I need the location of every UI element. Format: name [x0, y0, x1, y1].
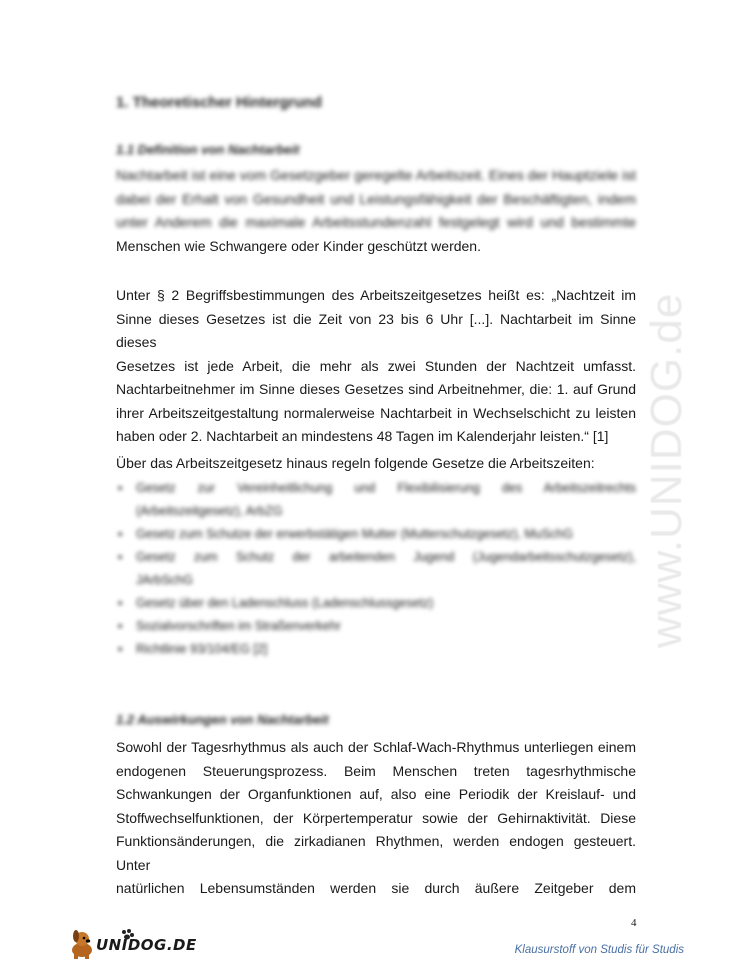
logo-wordmark: UNIDOG.DE	[96, 936, 197, 954]
text-line: ihrer Arbeitszeitgestaltung normalerweise Nachtarbeit in Wechselschicht zu leisten	[116, 404, 636, 421]
text-line: Nachtarbeitnehmer im Sinne dieses Gesetzes sind Arbeitnehmer, die: 1. auf Grund	[116, 381, 636, 397]
text-line: Gesetzes ist jede Arbeit, die mehr als zwei Stunden der Nachtzeit umfasst.	[116, 357, 636, 374]
subsection-heading-2: 1.2 Auswirkungen von Nachtarbeit	[116, 712, 329, 727]
text-line: natürlichen Lebensumständen werden sie durch äußere Zeitgeber dem	[116, 880, 636, 896]
watermark: www.UNIDOG.de	[642, 292, 691, 648]
list-item	[116, 477, 636, 523]
subsection-heading-1: 1.1 Definition von Nachtarbeit	[116, 142, 300, 157]
bullet-icon: ▪	[118, 527, 123, 541]
list-item	[116, 592, 636, 615]
bullet-icon: ▪	[118, 619, 123, 633]
text-line: dabei der Erhalt von Gesundheit und Leistungsfähigkeit der Beschäftigten, indem	[116, 190, 636, 207]
list-item	[116, 615, 636, 638]
paragraph-effects	[116, 736, 636, 901]
text-line: unter Anderem die maximale Arbeitsstundenzahl festgelegt wird und bestimmte	[116, 214, 636, 230]
text-line: JArbSchG	[136, 573, 193, 587]
section-heading: 1. Theoretischer Hintergrund	[116, 94, 322, 111]
text-line: Sozialvorschriften im Straßenverkehr	[136, 619, 341, 633]
bullet-icon: ▪	[118, 596, 123, 610]
text-line: Gesetz zur Vereinheitlichung und Flexibilisierung des Arbeitszeitrechts	[136, 481, 636, 495]
list-item	[116, 546, 636, 592]
text-line: endogenen Steuerungsprozess. Beim Menschen treten tagesrhythmische	[116, 762, 636, 779]
laws-bullet-list	[116, 477, 636, 661]
text-line: Menschen wie Schwangere oder Kinder geschützt werden.	[116, 237, 481, 254]
text-line: haben oder 2. Nachtarbeit an mindestens 48 Tagen im Kalenderjahr leisten.“ [1]	[116, 428, 609, 444]
bullet-icon: ▪	[118, 642, 123, 656]
list-item	[116, 638, 636, 661]
text-line: Gesetz über den Ladenschluss (Ladenschlussgesetz)	[136, 596, 434, 610]
bullet-icon: ▪	[118, 550, 123, 564]
text-line: Gesetz zum Schutze der erwerbstätigen Mutter (Mutterschutzgesetz), MuSchG	[136, 527, 573, 541]
text-line: Gesetz zum Schutz der arbeitenden Jugend (Jugendarbeitsschutzgesetz),	[136, 550, 636, 564]
paragraph-definition	[116, 164, 636, 258]
text-line: Stoffwechselfunktionen, der Körpertemperatur sowie der Gehirnaktivität. Diese	[116, 809, 636, 826]
paragraph-legal-quote	[116, 284, 636, 449]
text-line: Über das Arbeitszeitgesetz hinaus regeln folgende Gesetze die Arbeitszeiten:	[116, 455, 595, 471]
bullet-icon: ▪	[118, 481, 123, 495]
text-line: (Arbeitszeitgesetz), ArbZG	[136, 504, 283, 518]
page-number: 4	[631, 917, 637, 929]
text-line: Sinne dieses Gesetzes ist die Zeit von 23 bis 6 Uhr [...]. Nachtarbeit im Sinne dieses	[116, 310, 636, 350]
list-item	[116, 523, 636, 546]
text-line: Funktionsänderungen, die zirkadianen Rhythmen, werden endogen gesteuert. Unter	[116, 833, 636, 873]
text-line: Sowohl der Tagesrhythmus als auch der Schlaf-Wach-Rhythmus unterliegen einem	[116, 739, 636, 755]
paragraph-laws-intro	[116, 452, 636, 476]
text-line: Nachtarbeit ist eine vom Gesetzgeber geregelte Arbeitszeit. Eines der Hauptziele ist	[116, 167, 636, 183]
text-line: Schwankungen der Organfunktionen auf, also eine Periodik der Kreislauf- und	[116, 786, 636, 802]
text-line: Richtlinie 93/104/EG [2]	[136, 642, 268, 656]
text-line: Unter § 2 Begriffsbestimmungen des Arbeitszeitgesetzes heißt es: „Nachtzeit im	[116, 287, 636, 303]
footer-tagline: Klausurstoff von Studis für Studis	[514, 944, 684, 956]
